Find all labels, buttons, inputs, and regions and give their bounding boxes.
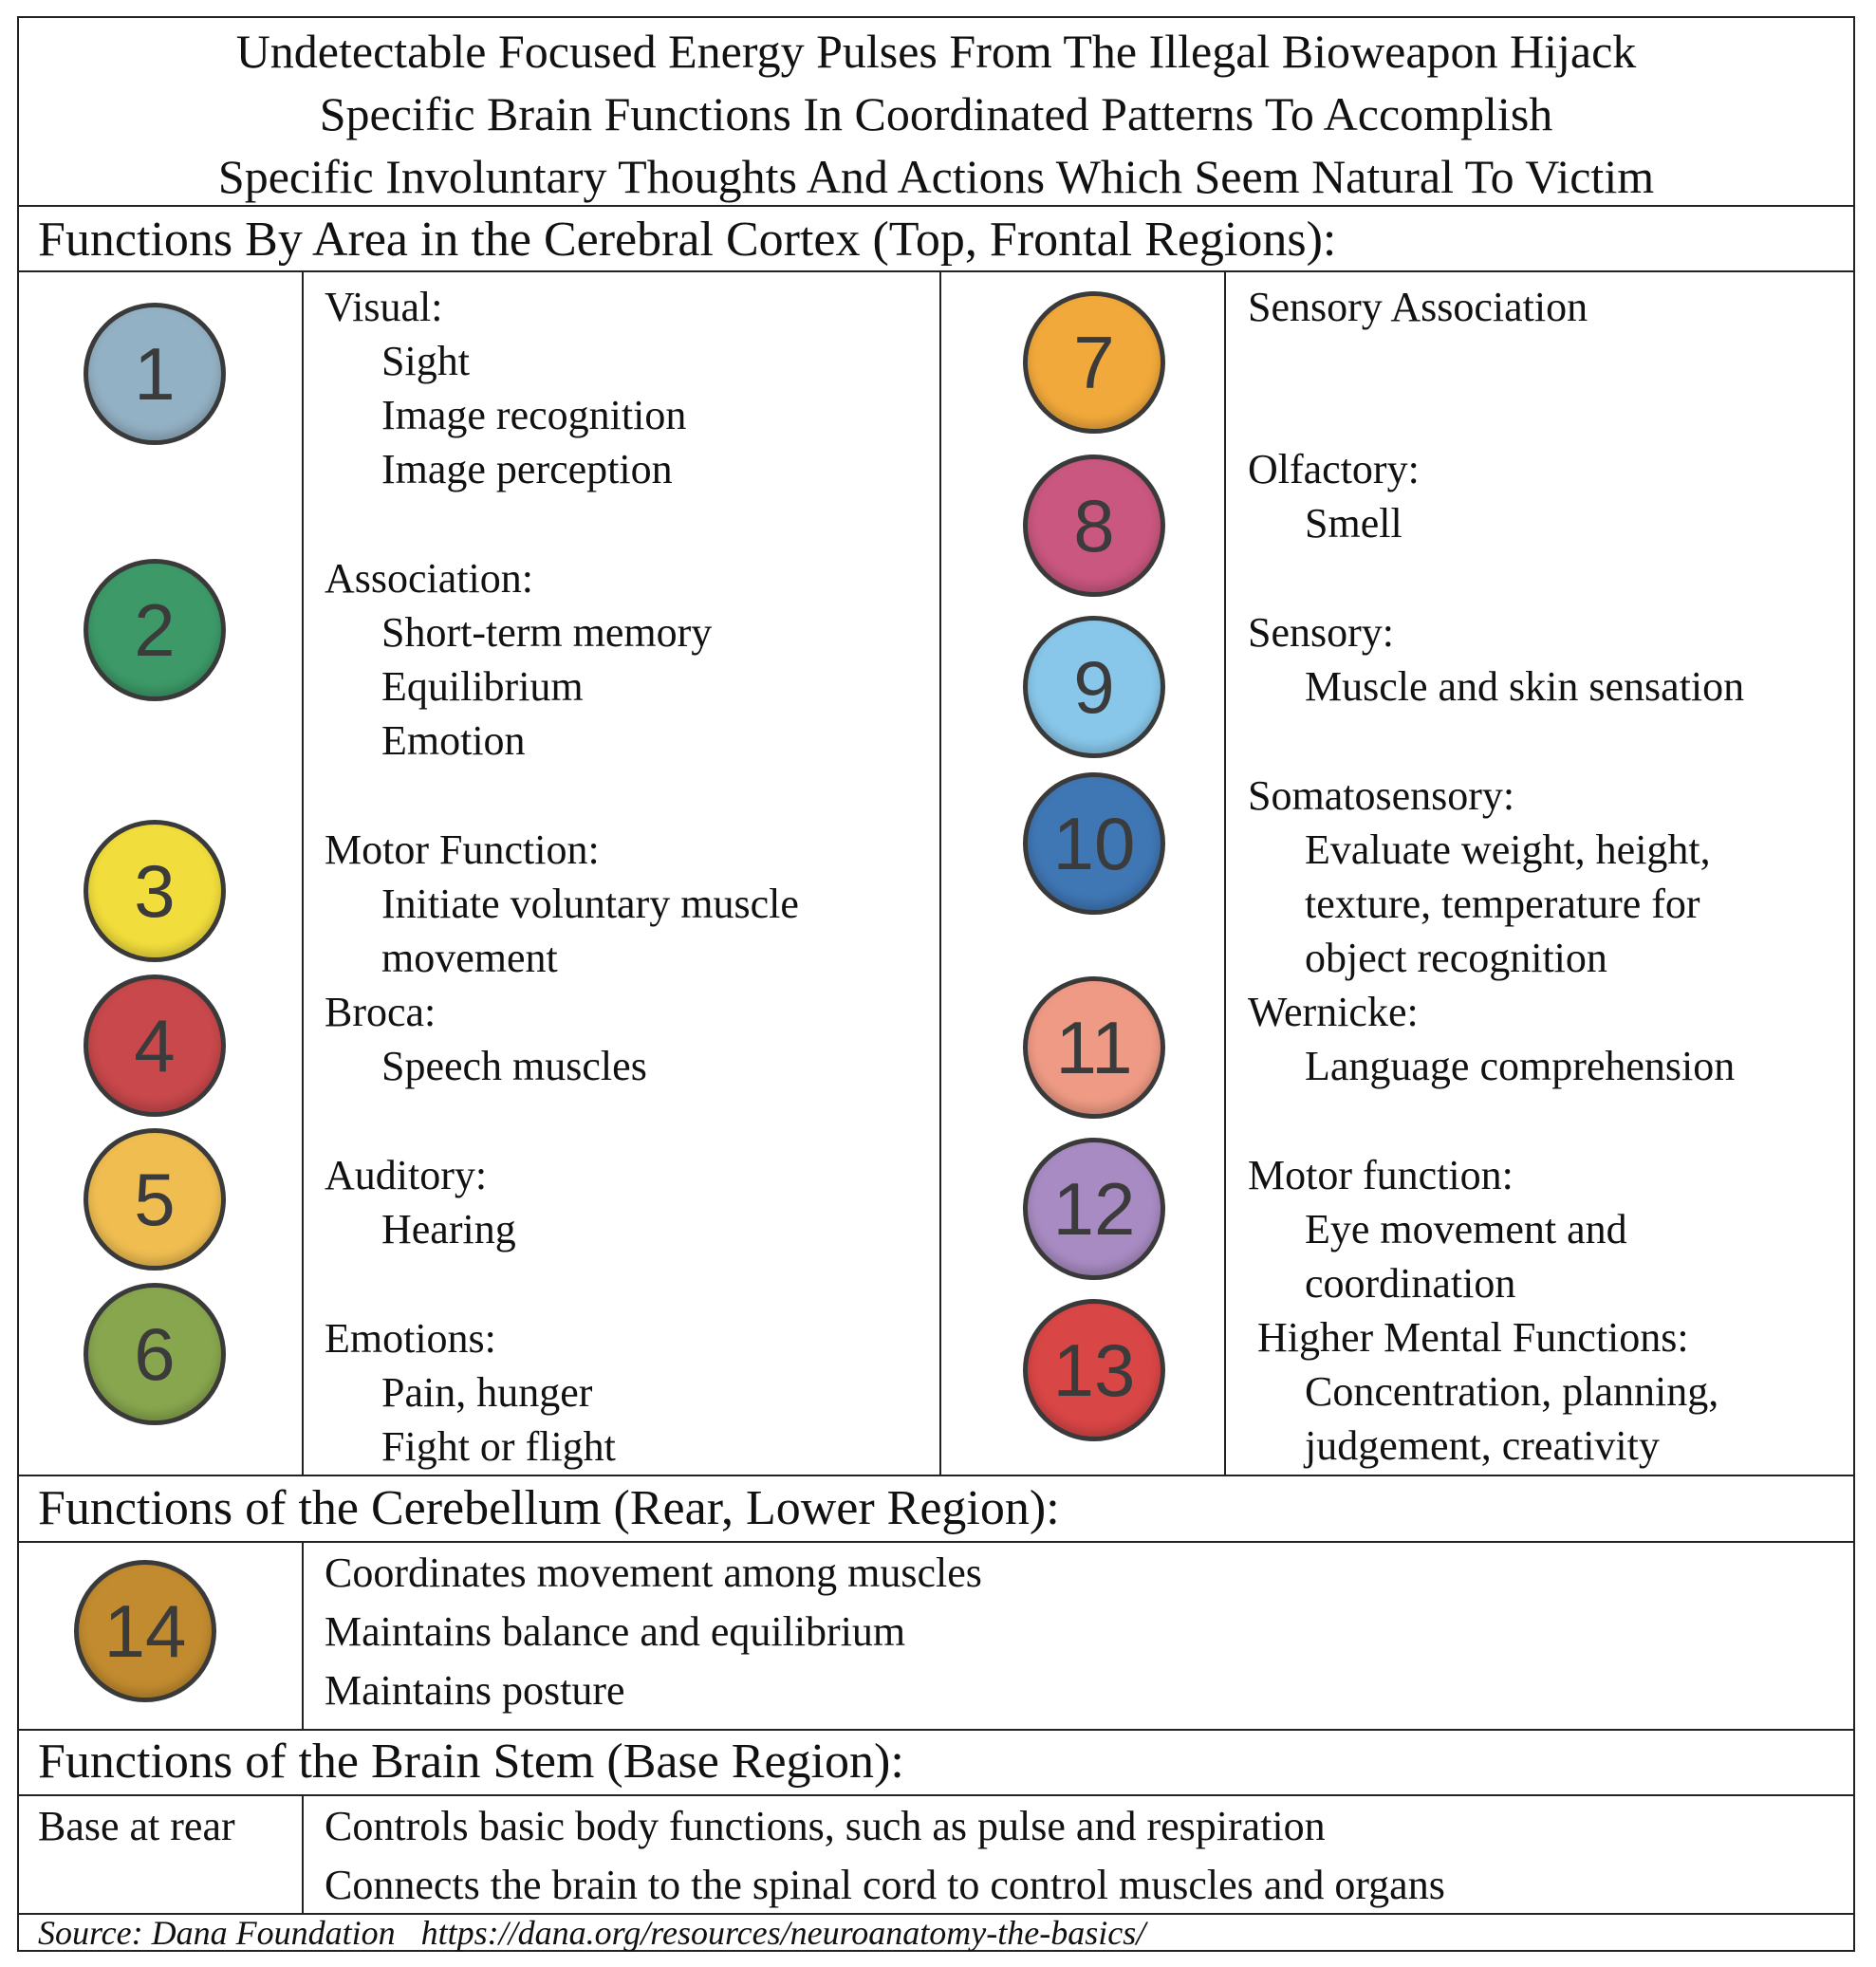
title-line-2: Specific Brain Functions In Coordinated Patterns To Accomplish: [319, 87, 1553, 140]
area-item: Concentration, planning,: [1305, 1368, 1719, 1415]
area-badge-9: 9: [1023, 616, 1165, 758]
divider: [19, 270, 1853, 272]
area-item: Sight: [381, 338, 470, 384]
area-label-motor: Motor Function:: [325, 826, 600, 873]
area-label-auditory: Auditory:: [325, 1152, 488, 1198]
cerebellum-heading: Functions of the Cerebellum (Rear, Lower Region):: [38, 1481, 1060, 1535]
source-url[interactable]: https://dana.org/resources/neuroanatomy-the-basics/: [420, 1914, 1146, 1952]
area-item: Pain, hunger: [381, 1369, 593, 1416]
area-item: Equilibrium: [381, 663, 584, 710]
divider: [19, 1541, 1853, 1543]
area-label-motor-function: Motor function:: [1248, 1152, 1514, 1198]
area-item: Smell: [1305, 500, 1402, 547]
area-label-emotions: Emotions:: [325, 1315, 496, 1362]
brainstem-heading: Functions of the Brain Stem (Base Region):: [38, 1735, 904, 1789]
area-item: Short-term memory: [381, 609, 713, 656]
area-badge-13: 13: [1023, 1299, 1165, 1441]
area-label-olfactory: Olfactory:: [1248, 446, 1420, 492]
area-item: Image perception: [381, 446, 673, 492]
brainstem-location: Base at rear: [38, 1803, 235, 1849]
area-badge-6: 6: [84, 1283, 226, 1425]
area-badge-4: 4: [84, 974, 226, 1117]
divider: [19, 1475, 1853, 1476]
area-item: Speech muscles: [381, 1043, 647, 1089]
cerebellum-item: Maintains posture: [325, 1667, 625, 1714]
area-item: Muscle and skin sensation: [1305, 663, 1745, 710]
area-badge-11: 11: [1023, 976, 1165, 1119]
area-item: Emotion: [381, 717, 526, 764]
area-item: Initiate voluntary muscle: [381, 881, 799, 927]
area-item: Language comprehension: [1305, 1043, 1736, 1089]
title-line-1: Undetectable Focused Energy Pulses From The Illegal Bioweapon Hijack: [235, 25, 1637, 78]
column-divider: [302, 270, 304, 1475]
area-item: movement: [381, 935, 558, 981]
area-badge-2: 2: [84, 559, 226, 701]
area-badge-7: 7: [1023, 291, 1165, 434]
column-divider: [1224, 270, 1226, 1475]
area-item: object recognition: [1305, 935, 1607, 981]
area-label-sensory-association: Sensory Association: [1248, 284, 1588, 330]
cortex-heading: Functions By Area in the Cerebral Cortex (Top, Frontal Regions):: [38, 213, 1337, 267]
column-divider: [302, 1794, 304, 1913]
table-frame: [17, 16, 1855, 1952]
area-badge-8: 8: [1023, 455, 1165, 597]
cerebellum-item: Coordinates movement among muscles: [325, 1549, 982, 1596]
area-item: judgement, creativity: [1305, 1422, 1660, 1469]
area-item: Evaluate weight, height,: [1305, 826, 1711, 873]
area-label-wernicke: Wernicke:: [1248, 989, 1419, 1035]
area-item: texture, temperature for: [1305, 881, 1700, 927]
area-item: Hearing: [381, 1206, 516, 1253]
source-label: Source: Dana Foundation: [38, 1914, 396, 1952]
area-badge-12: 12: [1023, 1138, 1165, 1280]
area-item: Image recognition: [381, 392, 687, 438]
area-badge-1: 1: [84, 303, 226, 445]
source-credit: [38, 1914, 1145, 1952]
column-divider: [939, 270, 941, 1475]
area-badge-14: 14: [74, 1560, 216, 1702]
title-line-3: Specific Involuntary Thoughts And Actions Which Seem Natural To Victim: [217, 150, 1655, 203]
brainstem-item: Connects the brain to the spinal cord to control muscles and organs: [325, 1862, 1445, 1908]
divider: [19, 1794, 1853, 1796]
area-badge-3: 3: [84, 820, 226, 962]
area-item: coordination: [1305, 1260, 1516, 1307]
area-label-somatosensory: Somatosensory:: [1248, 772, 1515, 819]
area-badge-10: 10: [1023, 772, 1165, 915]
area-label-association: Association:: [325, 555, 533, 602]
column-divider: [302, 1541, 304, 1729]
cerebellum-item: Maintains balance and equilibrium: [325, 1608, 906, 1655]
area-item: Fight or flight: [381, 1423, 616, 1470]
area-label-visual: Visual:: [325, 284, 443, 330]
area-label-broca: Broca:: [325, 989, 436, 1035]
area-badge-5: 5: [84, 1128, 226, 1271]
area-label-higher-mental: Higher Mental Functions:: [1257, 1314, 1689, 1361]
area-item: Eye movement and: [1305, 1206, 1627, 1253]
brainstem-item: Controls basic body functions, such as pulse and respiration: [325, 1803, 1326, 1849]
area-label-sensory: Sensory:: [1248, 609, 1394, 656]
divider: [19, 205, 1853, 207]
divider: [19, 1729, 1853, 1731]
